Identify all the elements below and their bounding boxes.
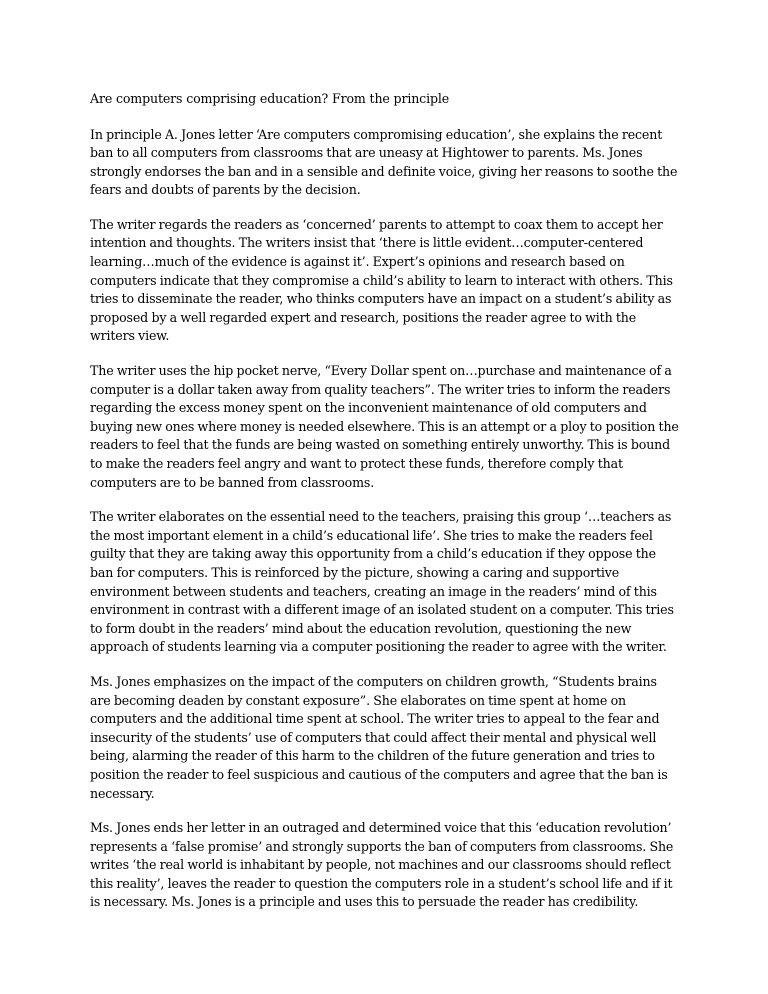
paragraph-hip-pocket-nerve: The writer uses the hip pocket nerve, “Every Dollar spent on…purchase and maintenance of a computer is a dollar taken away from quality teachers”. The writer tries to inform the readers regarding the excess money spent on the inconvenient maintenance of old computers and buying new ones where money is needed elsewhere. This is an attempt or a ploy to position the readers to feel that the funds are being wasted on something entirely unworthy. This is bound to make the readers feel angry and want to protect these funds, therefore comply that computers are to be banned from classrooms. [90, 363, 679, 490]
paragraph-conclusion: Ms. Jones ends her letter in an outraged and determined voice that this ‘education revolution’ represents a ‘false promise’ and strongly supports the ban of computers from classrooms. She writes ‘the real world is inhabitant by people, not machines and our classrooms should reflect this reality’, leaves the reader to question the computers role in a student’s school life and if it is necessary. Ms. Jones is a principle and uses this to persuade the reader has credibility. [90, 820, 674, 910]
document-title: Are computers comprising education? From the principle [90, 91, 450, 106]
paragraph-children-growth: Ms. Jones emphasizes on the impact of the computers on children growth, “Students brains are becoming deaden by constant exposure”. She elaborates on time spent at home on computers and the additional time spent at school. The writer tries to appeal to the fear and insecurity of the students’ use of computers that could affect their mental and physical well being, alarming the reader of this harm to the children of the future generation and tries to position the reader to feel suspicious and cautious of the computers and agree that the ban is necessary. [90, 673, 668, 801]
document-page [90, 90, 680, 928]
paragraph-intro: In principle A. Jones letter ‘Are computers compromising education’, she explains the recent ban to all computers from classrooms that are uneasy at Hightower to parents. Ms. Jones strongly endorses the ban and in a sensible and definite voice, giving her reasons to soothe the fears and doubts of parents by the decision. [90, 126, 678, 198]
paragraph-teachers: The writer elaborates on the essential need to the teachers, praising this group ‘…teachers as the most important element in a child’s educational life’. She tries to make the readers feel guilty that they are taking away this opportunity from a child’s education if they oppose the ban for computers. This is reinforced by the picture, showing a caring and supportive environment between students and teachers, creating an image in the readers’ mind of this environment in contrast with a different image of an isolated student on a computer. This tries to form doubt in the readers’ mind about the education revolution, questioning the new approach of students learning via a computer positioning the reader to agree with the writer. [90, 509, 674, 655]
paragraph-concerned-parents: The writer regards the readers as ‘concerned’ parents to attempt to coax them to accept her intention and thoughts. The writers insist that ‘there is little evident…computer-centered learning…much of the evidence is against it’. Expert’s opinions and research based on computers indicate that they compromise a child’s ability to learn to interact with others. This tries to disseminate the reader, who thinks computers have an impact on a student’s ability as proposed by a well regarded expert and research, positions the reader agree to with the writers view. [90, 216, 673, 344]
